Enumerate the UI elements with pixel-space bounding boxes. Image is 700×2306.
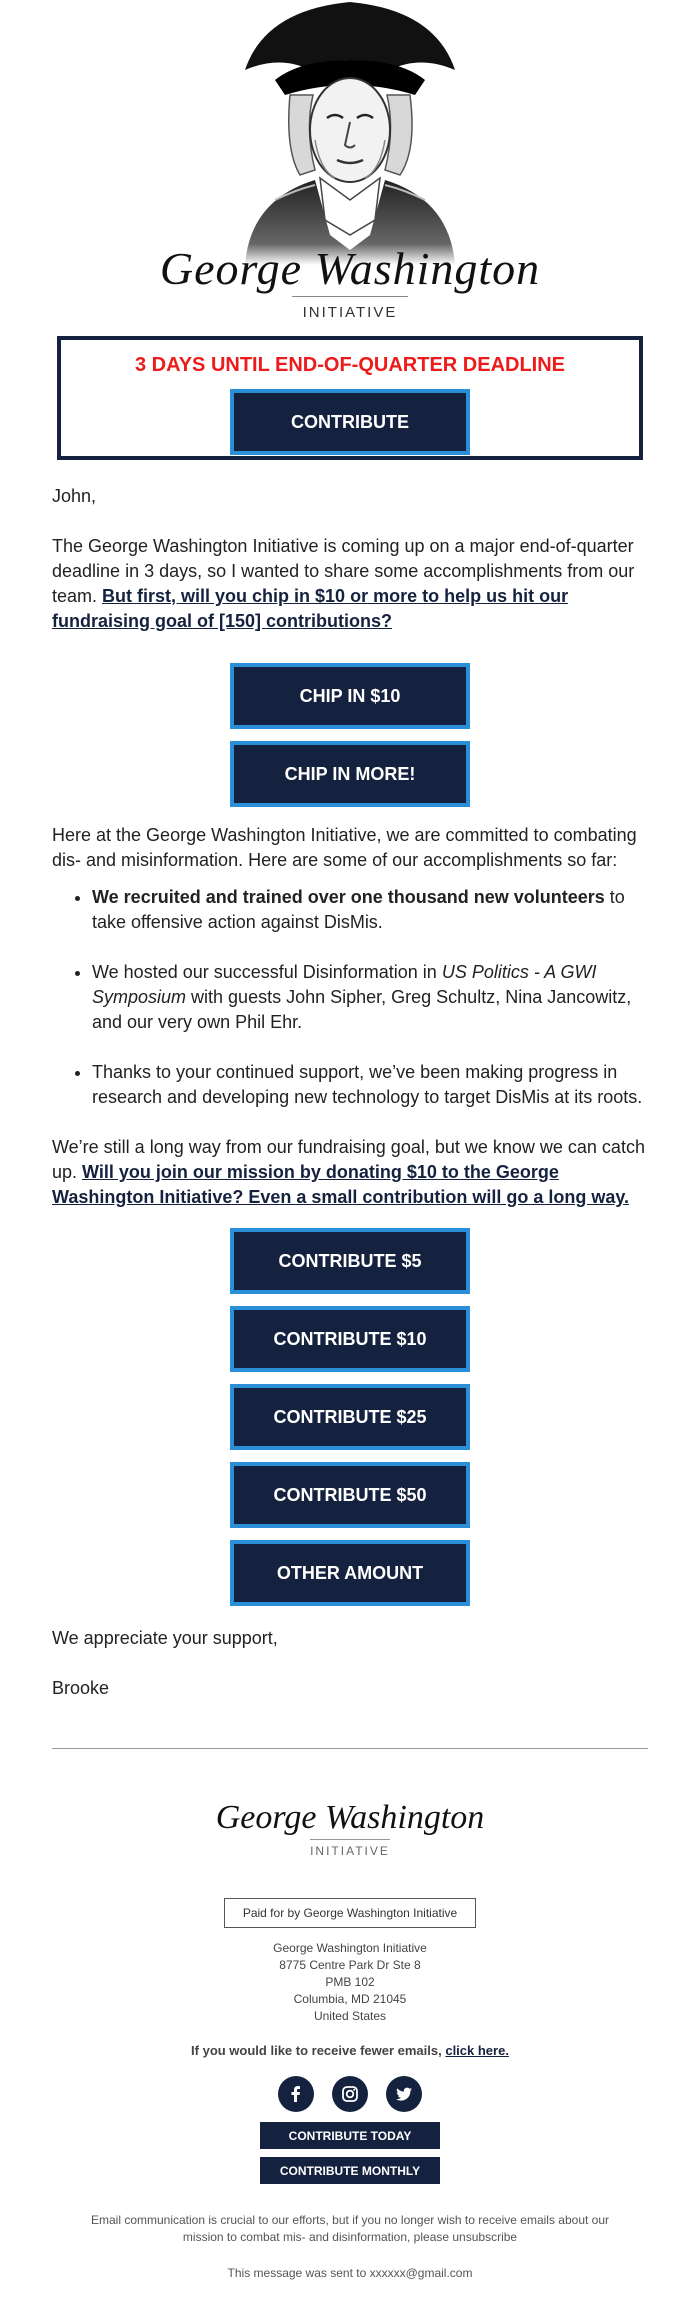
email-footer <box>0 1749 700 2290</box>
fewer-emails-text <box>0 2043 700 2058</box>
footer-logo-wordmark: George Washington <box>215 1799 485 1836</box>
symposium-title: US Politics - A GWI Symposium <box>92 962 597 1007</box>
chip-button-group <box>52 663 648 807</box>
contribute-10-button[interactable]: CONTRIBUTE $10 <box>230 1306 470 1372</box>
footer-logo-subtitle: INITIATIVE <box>310 1844 390 1858</box>
deadline-text: 3 DAYS UNTIL END-OF-QUARTER DEADLINE <box>134 354 566 376</box>
signoff: We appreciate your support, <box>52 1628 278 1648</box>
logo-divider <box>292 296 408 297</box>
address-line: 8775 Centre Park Dr Ste 8 <box>279 1958 421 1972</box>
letter-body <box>0 460 700 1748</box>
logo-subtitle: INITIATIVE <box>302 304 398 321</box>
footer-logo-divider <box>310 1839 390 1840</box>
email-header <box>0 0 700 328</box>
bullet-bold-text: We recruited and trained over one thousand new volunteers <box>92 887 605 907</box>
contribute-today-button[interactable]: CONTRIBUTE TODAY <box>260 2122 440 2149</box>
deadline-banner <box>57 336 643 460</box>
other-amount-button[interactable]: OTHER AMOUNT <box>230 1540 470 1606</box>
social-links <box>0 2076 700 2112</box>
address-line: United States <box>313 2009 387 2023</box>
sent-to-notice: This message was sent to xxxxxx@gmail.com <box>227 2266 473 2280</box>
intro-donate-link[interactable]: But first, will you chip in $10 or more to help us hit our fundraising goal of [150] contributions? <box>52 586 569 631</box>
intro-text: The George Washington Initiative is coming up on a major end-of-quarter deadline in 3 days, so I wanted to share some accomplishments from our team. <box>52 536 635 606</box>
bullet-text: Thanks to your continued support, we’ve been making progress in research and developing new technology to target DisMis at its roots. <box>92 1062 643 1107</box>
bullet-text: with guests John Sipher, Greg Schultz, Nina Jancowitz, and our very own Phil Ehr. <box>92 987 632 1032</box>
contribute-50-button[interactable]: CONTRIBUTE $50 <box>230 1462 470 1528</box>
donate-button-group <box>52 1228 648 1606</box>
list-item <box>92 960 648 1035</box>
intro-paragraph <box>52 534 648 634</box>
closing-paragraph <box>52 1135 648 1210</box>
paid-for-box: Paid for by George Washington Initiative <box>224 1898 476 1928</box>
george-washington-portrait <box>205 0 495 265</box>
greeting: John, <box>52 486 97 506</box>
bullet-text: to take offensive action against DisMis. <box>92 887 625 932</box>
contribute-5-button[interactable]: CONTRIBUTE $5 <box>230 1228 470 1294</box>
closing-donate-link[interactable]: Will you join our mission by donating $10 to the George Washington Initiative? Even a small contribution will go a long way. <box>52 1162 630 1207</box>
closing-text: We’re still a long way from our fundraising goal, but we know we can catch up. <box>52 1137 645 1182</box>
contribute-monthly-button[interactable]: CONTRIBUTE MONTHLY <box>260 2157 440 2184</box>
mailing-address <box>0 1940 700 2025</box>
fewer-emails-label: If you would like to receive fewer emails, <box>191 2043 446 2058</box>
fewer-emails-link[interactable]: click here. <box>445 2043 509 2058</box>
accomplishments-list <box>52 885 648 1110</box>
contribute-button[interactable]: CONTRIBUTE <box>230 389 470 455</box>
unsubscribe-notice: Email communication is crucial to our efforts, but if you no longer wish to receive emails about our mission to combat mis- and disinformation, please unsubscribe <box>90 2213 610 2244</box>
address-line: PMB 102 <box>325 1975 375 1989</box>
chip-in-more-button[interactable]: CHIP IN MORE! <box>230 741 470 807</box>
bullet-text: We hosted our successful Disinformation in <box>92 962 442 982</box>
list-item <box>92 885 648 935</box>
contribute-25-button[interactable]: CONTRIBUTE $25 <box>230 1384 470 1450</box>
logo-wordmark: George Washington <box>159 243 541 294</box>
signature: Brooke <box>52 1678 110 1698</box>
instagram-icon[interactable] <box>332 2076 368 2112</box>
address-line: Columbia, MD 21045 <box>293 1992 407 2006</box>
chip-in-10-button[interactable]: CHIP IN $10 <box>230 663 470 729</box>
list-item <box>92 1060 648 1110</box>
facebook-icon[interactable] <box>278 2076 314 2112</box>
twitter-icon[interactable] <box>386 2076 422 2112</box>
address-line: George Washington Initiative <box>273 1941 427 1955</box>
accomplishments-intro: Here at the George Washington Initiative, we are committed to combating dis- and misinformation. Here are some of our accomplishments so far: <box>52 825 637 870</box>
